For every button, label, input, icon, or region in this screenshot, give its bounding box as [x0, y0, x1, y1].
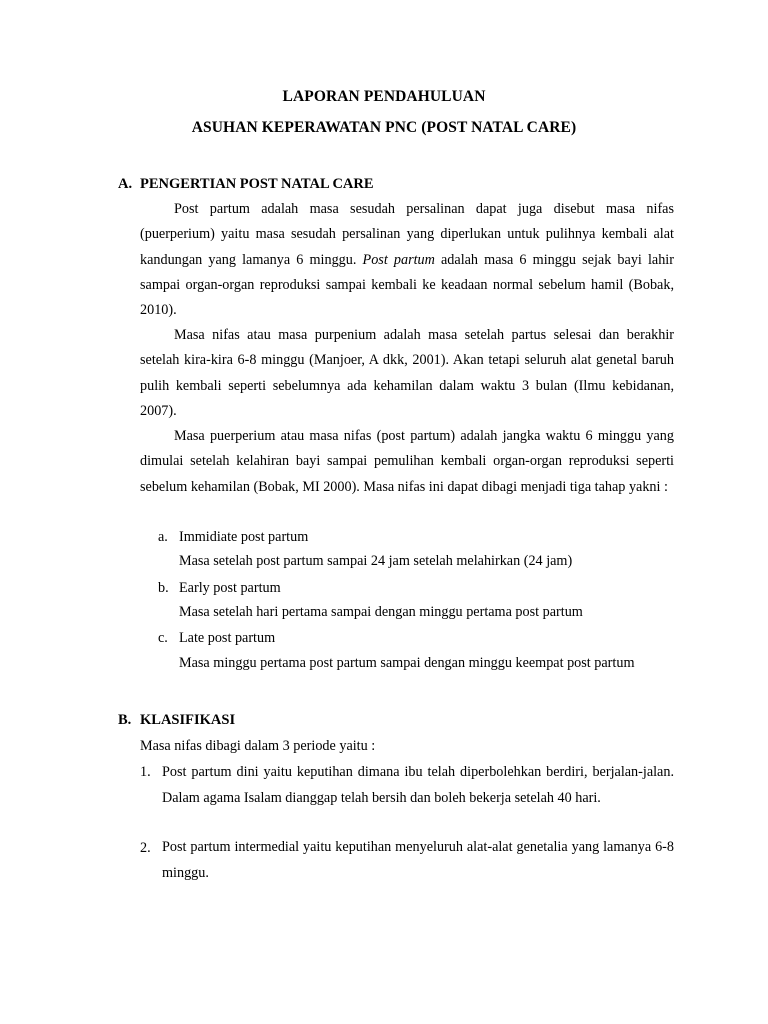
section-a-paragraph-1 — [140, 197, 674, 323]
stage-title: Early post partum — [179, 580, 281, 596]
stage-title: Immidiate post partum — [179, 529, 309, 545]
stage-label: c. — [158, 630, 168, 646]
stage-label: b. — [158, 580, 169, 596]
section-a-title: PENGERTIAN POST NATAL CARE — [140, 176, 374, 192]
section-b-intro: Masa nifas dibagi dalam 3 periode yaitu : — [140, 738, 376, 754]
stage-description: Masa minggu pertama post partum sampai dengan minggu keempat post partum — [179, 655, 635, 671]
list-item-text: Post partum dini yaitu keputihan dimana ibu telah diperbolehkan berdiri, berjalan-jalan. Dalam agama Isalam dianggap telah bersih dan boleh bekerja setelah 40 hari. — [162, 764, 674, 806]
stage-label: a. — [158, 529, 168, 545]
list-item-text: Post partum intermedial yaitu keputihan menyeluruh alat-alat genetalia yang lamanya 6-8 minggu. — [162, 839, 674, 881]
paragraph-text: Post partum adalah masa sesudah persalinan dapat juga disebut masa nifas (puerperium) yaitu masa sesudah persalinan yang diperlukan untuk pulihnya kembali alat kandungan yang lamanya 6 minggu. — [140, 201, 674, 268]
list-item-number: 2. — [140, 840, 151, 856]
section-b-number: B. — [118, 712, 132, 728]
list-item-number: 1. — [140, 764, 151, 780]
paragraph-text: adalah masa 6 minggu sejak bayi lahir sampai organ-organ reproduksi sampai kembali ke keadaan normal sebelum hamil (Bobak, 2010). — [140, 251, 674, 319]
section-b-title: KLASIFIKASI — [140, 712, 236, 728]
stage-title: Late post partum — [179, 630, 276, 646]
stage-description: Masa setelah hari pertama sampai dengan minggu pertama post partum — [179, 604, 583, 620]
section-a-number: A. — [118, 176, 133, 192]
section-a-paragraph-2: Masa nifas atau masa purpenium adalah masa setelah partus selesai dan berakhir setelah kira-kira 6-8 minggu (Manjoer, A dkk, 2001). Akan tetapi seluruh alat genetal baruh pulih kembali seperti sebelumnya ada kehamilan dalam waktu 3 bulan (Ilmu kebidanan, 2007). — [140, 327, 674, 419]
section-a-paragraph-3: Masa puerperium atau masa nifas (post partum) adalah jangka waktu 6 minggu yang dimulai setelah kelahiran bayi sampai pemulihan kembali organ-organ reproduksi seperti sebelum kehamilan (Bobak, MI 2000). Masa nifas ini dapat dibagi menjadi tiga tahap yakni : — [140, 428, 674, 495]
document-subtitle: ASUHAN KEPERAWATAN PNC (POST NATAL CARE) — [191, 119, 577, 136]
stage-description: Masa setelah post partum sampai 24 jam setelah melahirkan (24 jam) — [179, 553, 573, 569]
italic-term: Post partum — [362, 251, 435, 268]
document-title: LAPORAN PENDAHULUAN — [282, 88, 486, 105]
